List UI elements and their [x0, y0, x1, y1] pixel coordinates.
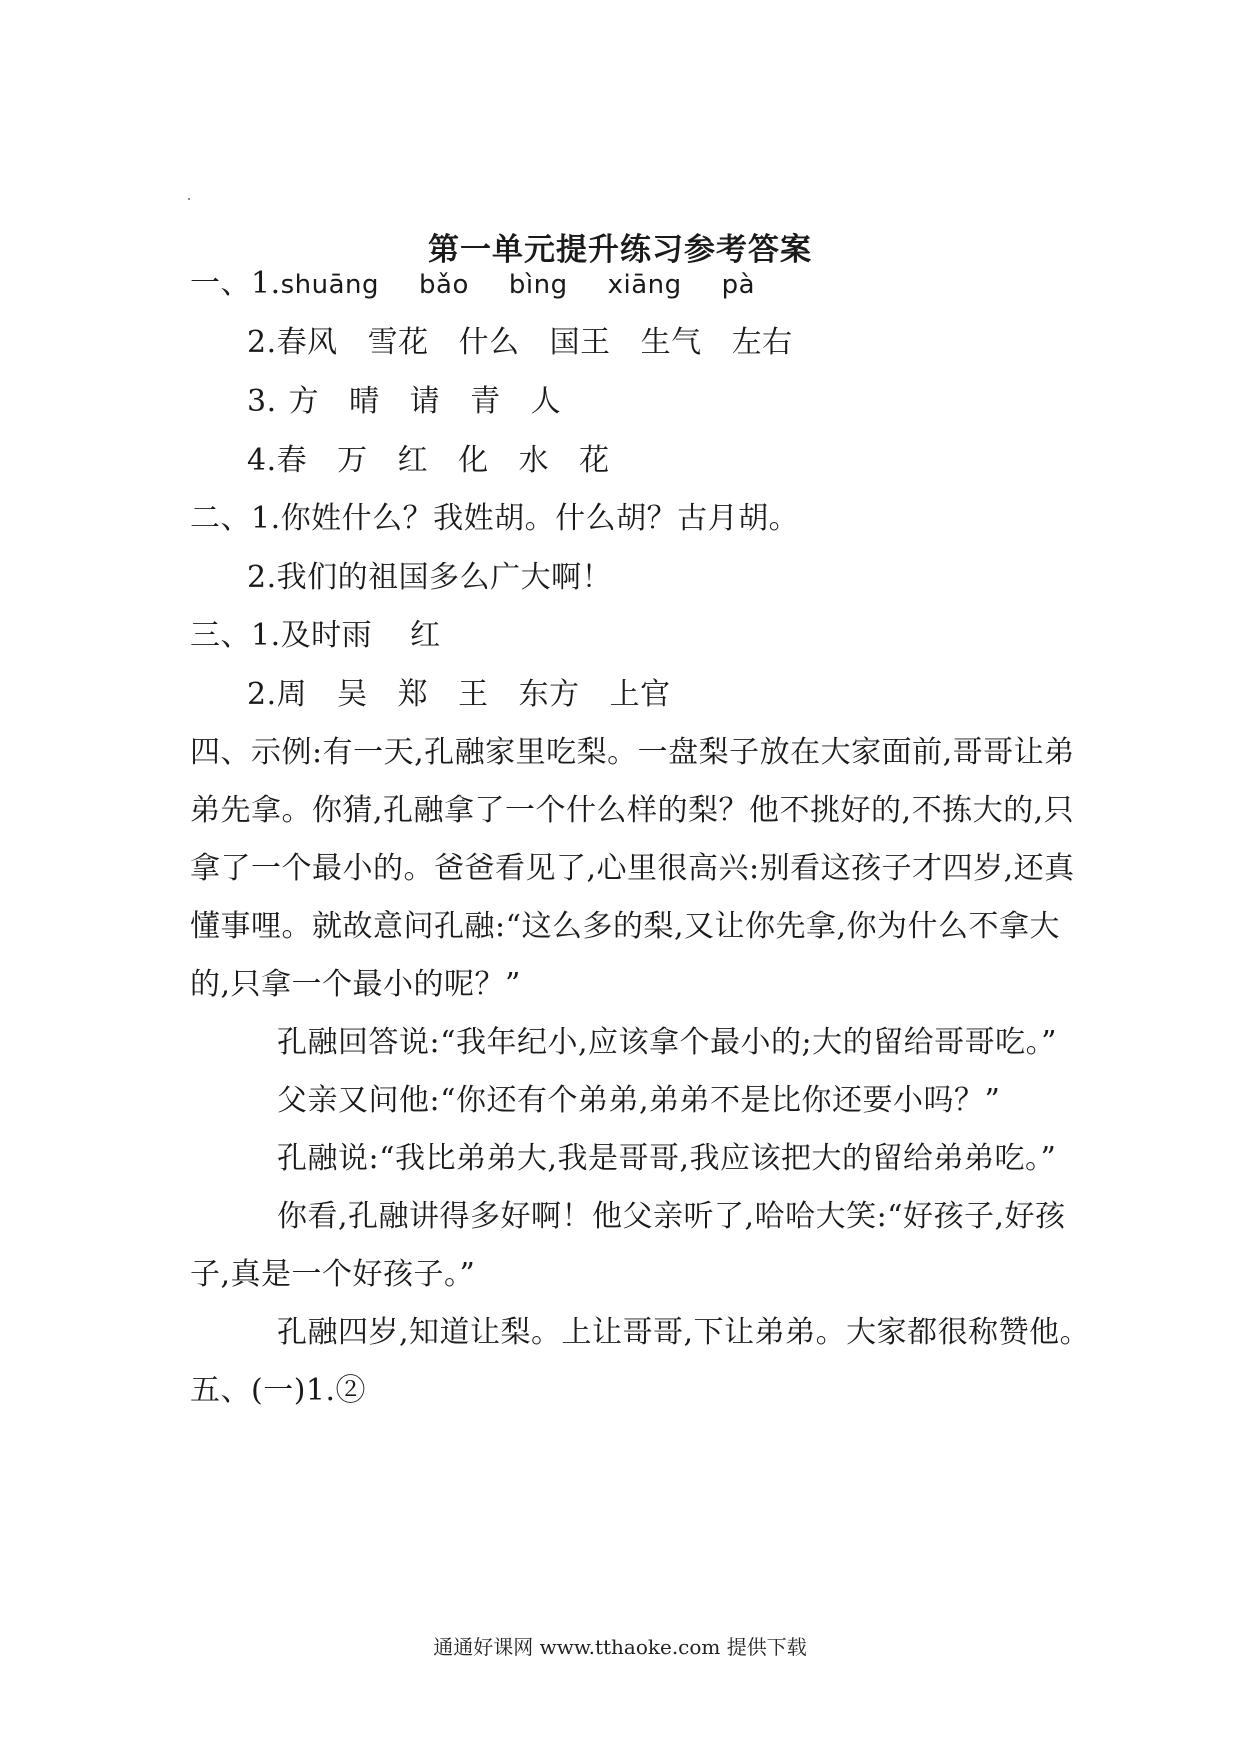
pinyin-answer-list	[281, 270, 755, 300]
pinyin-item: shuāng	[280, 270, 380, 300]
essay-text: 弟先拿。你猜,孔融拿了一个什么样的梨？他不挑好的,不拣大的,只	[190, 793, 1075, 828]
q-number: 3.	[247, 384, 277, 419]
section-2-q2	[247, 556, 612, 600]
scan-speck	[188, 198, 190, 200]
section-1-q4	[247, 439, 610, 483]
answer-text: (一)1.②	[251, 1373, 367, 1408]
essay-text: 示例:有一天,孔融家里吃梨。一盘梨子放在大家面前,哥哥让弟	[251, 735, 1075, 770]
essay-text: 孔融四岁,知道让梨。上让哥哥,下让弟弟。大家都很称赞他。	[277, 1315, 1091, 1350]
section-3-q1	[190, 614, 441, 658]
char-item: 请	[409, 384, 441, 419]
word-item: 雪花	[367, 325, 429, 360]
word-item: 生气	[640, 325, 702, 360]
page-title: 第一单元提升练习参考答案	[428, 232, 812, 268]
essay-text: 父亲又问他:“你还有个弟弟,弟弟不是比你还要小吗？”	[277, 1083, 1001, 1118]
essay-text: 拿了一个最小的。爸爸看见了,心里很高兴:别看这孩子才四岁,还真	[190, 851, 1075, 886]
footer-download-note: 通通好课网 www.tthaoke.com 提供下载	[433, 1635, 807, 1659]
section-4-line-4	[190, 905, 1060, 949]
essay-text: 懂事哩。就故意问孔融:“这么多的梨,又让你先拿,你为什么不拿大	[190, 909, 1061, 944]
section-2-label: 二、	[190, 501, 251, 536]
word-item: 吴	[337, 677, 368, 712]
section-1-label: 一、	[190, 266, 251, 301]
word-item: 王	[458, 677, 489, 712]
word-item: 什么	[458, 325, 520, 360]
q-number: 1.	[251, 266, 281, 301]
section-2-q1	[190, 497, 799, 541]
word-item: 红	[410, 618, 441, 653]
essay-text: 的,只拿一个最小的呢？”	[190, 967, 521, 1002]
section-4-para-6	[277, 1311, 1090, 1355]
pinyin-item: xiāng	[607, 270, 682, 300]
section-4-para-3	[277, 1079, 1000, 1123]
section-4-line-5	[190, 963, 521, 1007]
char-item: 万	[337, 443, 368, 478]
word-item: 国王	[549, 325, 611, 360]
char-item: 水	[518, 443, 550, 478]
q-number: 4.	[247, 443, 277, 478]
section-5-label: 五、	[190, 1373, 251, 1408]
char-item: 人	[530, 384, 562, 419]
section-3-label: 三、	[190, 618, 251, 653]
word-item: 春风	[276, 325, 338, 360]
char-item: 方	[288, 384, 320, 419]
q-number: 2.	[247, 677, 277, 712]
essay-text: 孔融回答说:“我年纪小,应该拿个最小的;大的留给哥哥吃。”	[277, 1025, 1057, 1060]
section-1-q1	[190, 262, 755, 307]
answer-text: 2.我们的祖国多么广大啊！	[247, 560, 613, 595]
pinyin-item: pà	[721, 270, 756, 300]
essay-text: 子,真是一个好孩子。”	[190, 1257, 476, 1292]
pinyin-item: bǎo	[419, 270, 469, 300]
section-4-line-1	[190, 731, 1075, 775]
section-4-para-2	[277, 1021, 1057, 1065]
char-item: 晴	[349, 384, 380, 419]
word-item: 郑	[397, 677, 429, 712]
section-1-q3	[247, 380, 561, 424]
section-4-line-3	[190, 847, 1075, 891]
section-4-label: 四、	[190, 735, 251, 770]
pinyin-item: bìng	[508, 270, 568, 300]
word-item: 左右	[731, 325, 793, 360]
section-4-para-4	[277, 1137, 1056, 1181]
char-item: 青	[470, 384, 501, 419]
word-item: 东方	[518, 677, 580, 712]
word-item: 及时雨	[280, 618, 373, 653]
answer-text: 1.你姓什么？我姓胡。什么胡？古月胡。	[251, 501, 800, 536]
section-4-line-2	[190, 789, 1074, 833]
section-4-para-5-line-1	[277, 1195, 1066, 1239]
q-number: 2.	[247, 325, 277, 360]
word-item: 周	[276, 677, 308, 712]
char-item: 春	[276, 443, 308, 478]
essay-text: 你看,孔融讲得多好啊！他父亲听了,哈哈大笑:“好孩子,好孩	[277, 1199, 1066, 1234]
section-4-para-5-line-2	[190, 1253, 475, 1297]
section-5	[190, 1369, 366, 1413]
section-1-q2	[247, 321, 793, 365]
essay-text: 孔融说:“我比弟弟大,我是哥哥,我应该把大的留给弟弟吃。”	[277, 1141, 1057, 1176]
char-item: 花	[579, 443, 610, 478]
char-item: 化	[458, 443, 489, 478]
char-item: 红	[397, 443, 429, 478]
section-3-q2	[247, 673, 671, 717]
word-item: 上官	[609, 677, 671, 712]
q-number: 1.	[251, 618, 281, 653]
